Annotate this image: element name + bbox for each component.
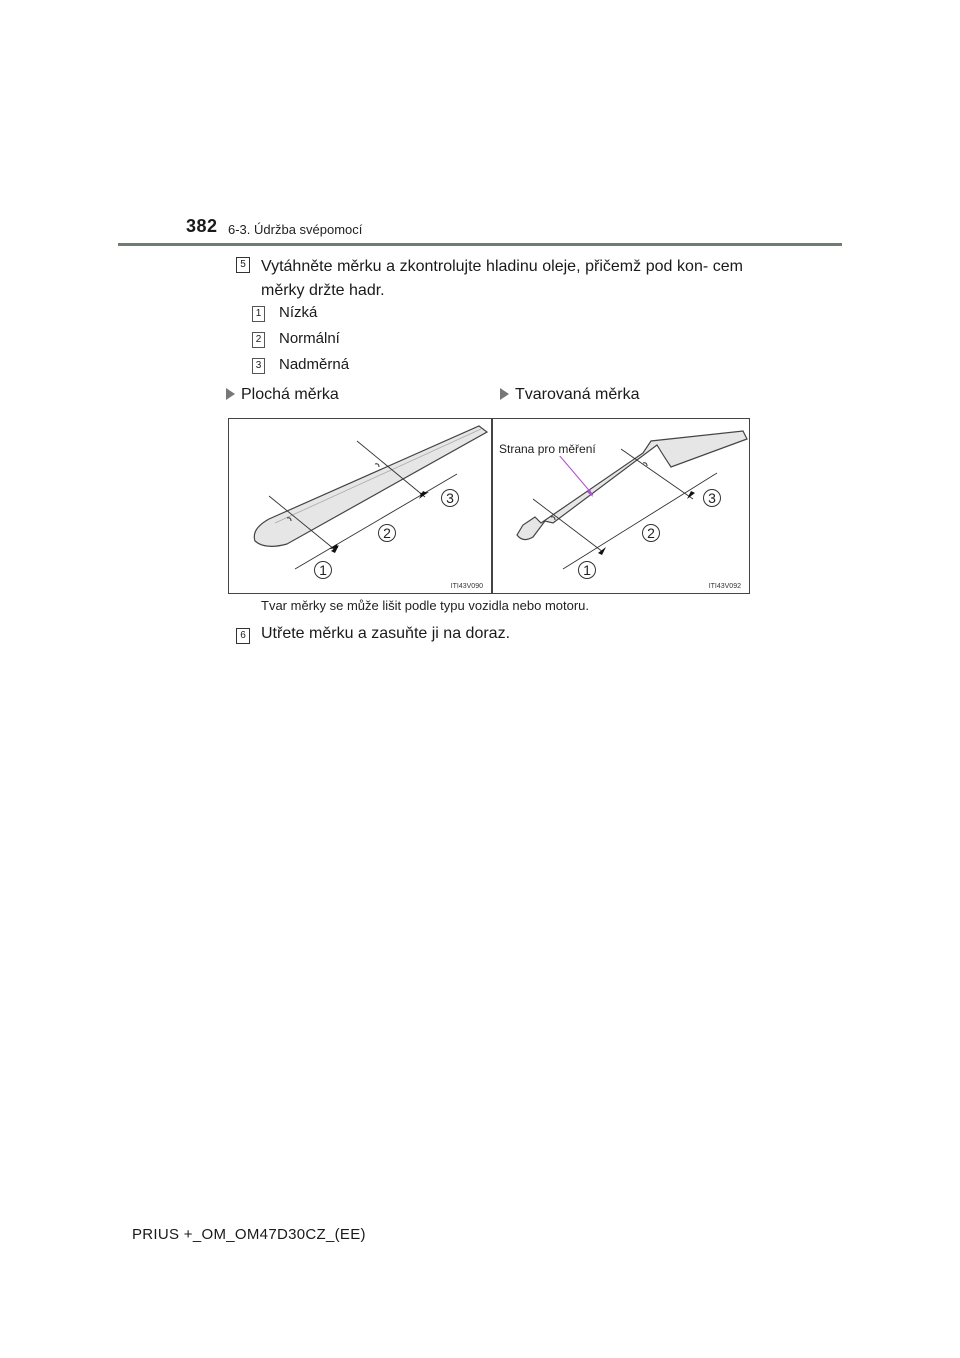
figure-shaped-dipstick bbox=[492, 418, 750, 594]
triangle-bullet-icon bbox=[500, 388, 509, 400]
step-number-5: 5 bbox=[236, 257, 250, 273]
figure-code: ITI43V090 bbox=[450, 583, 483, 590]
level-number: 1 bbox=[252, 306, 265, 322]
callout-1 bbox=[315, 562, 332, 579]
callout-number: 1 bbox=[583, 562, 591, 578]
figure-code: ITI43V092 bbox=[708, 583, 741, 590]
triangle-bullet-icon bbox=[226, 388, 235, 400]
callout-3 bbox=[442, 490, 459, 507]
variant-flat-dipstick bbox=[226, 386, 339, 404]
variant-label: Plochá měrka bbox=[241, 386, 339, 403]
footer-doc-code: PRIUS +_OM_OM47D30CZ_(EE) bbox=[132, 1226, 366, 1243]
variant-label: Tvarovaná měrka bbox=[515, 386, 640, 403]
flat-dipstick-illustration bbox=[229, 419, 491, 593]
hole-mark-upper bbox=[375, 464, 379, 467]
level-label: Nadměrná bbox=[279, 356, 350, 373]
dipstick-edge bbox=[275, 429, 481, 523]
dipstick-shape bbox=[254, 426, 487, 546]
arrow-low bbox=[598, 547, 606, 555]
measure-pointer bbox=[559, 455, 593, 495]
callout-2 bbox=[379, 525, 396, 542]
figure-caption: Tvar měrky se může lišit podle typu vozidla nebo motoru. bbox=[261, 598, 590, 613]
level-number: 3 bbox=[252, 358, 265, 374]
header-rule bbox=[118, 243, 842, 246]
step-number-6: 6 bbox=[236, 628, 250, 644]
callout-number: 2 bbox=[383, 525, 391, 541]
callout-1 bbox=[579, 562, 596, 579]
callout-number: 3 bbox=[708, 490, 716, 506]
level-label: Nízká bbox=[279, 304, 318, 321]
section-title: 6-3. Údržba svépomocí bbox=[228, 222, 363, 237]
measure-side-label: Strana pro měření bbox=[499, 442, 596, 456]
figure-flat-dipstick bbox=[228, 418, 492, 594]
step-6-text: Utřete měrku a zasuňte ji na doraz. bbox=[261, 625, 511, 642]
callout-3 bbox=[704, 490, 721, 507]
level-number: 2 bbox=[252, 332, 265, 348]
level-label: Normální bbox=[279, 330, 340, 347]
callout-2 bbox=[643, 525, 660, 542]
variant-shaped-dipstick bbox=[500, 386, 640, 404]
page-number: 382 bbox=[186, 216, 218, 236]
callout-number: 3 bbox=[446, 490, 454, 506]
callout-number: 1 bbox=[319, 562, 327, 578]
callout-number: 2 bbox=[647, 525, 655, 541]
step-5-text: Vytáhněte měrku a zkontrolujte hladinu oleje, přičemž pod kon- cem měrky držte hadr. bbox=[261, 258, 743, 299]
